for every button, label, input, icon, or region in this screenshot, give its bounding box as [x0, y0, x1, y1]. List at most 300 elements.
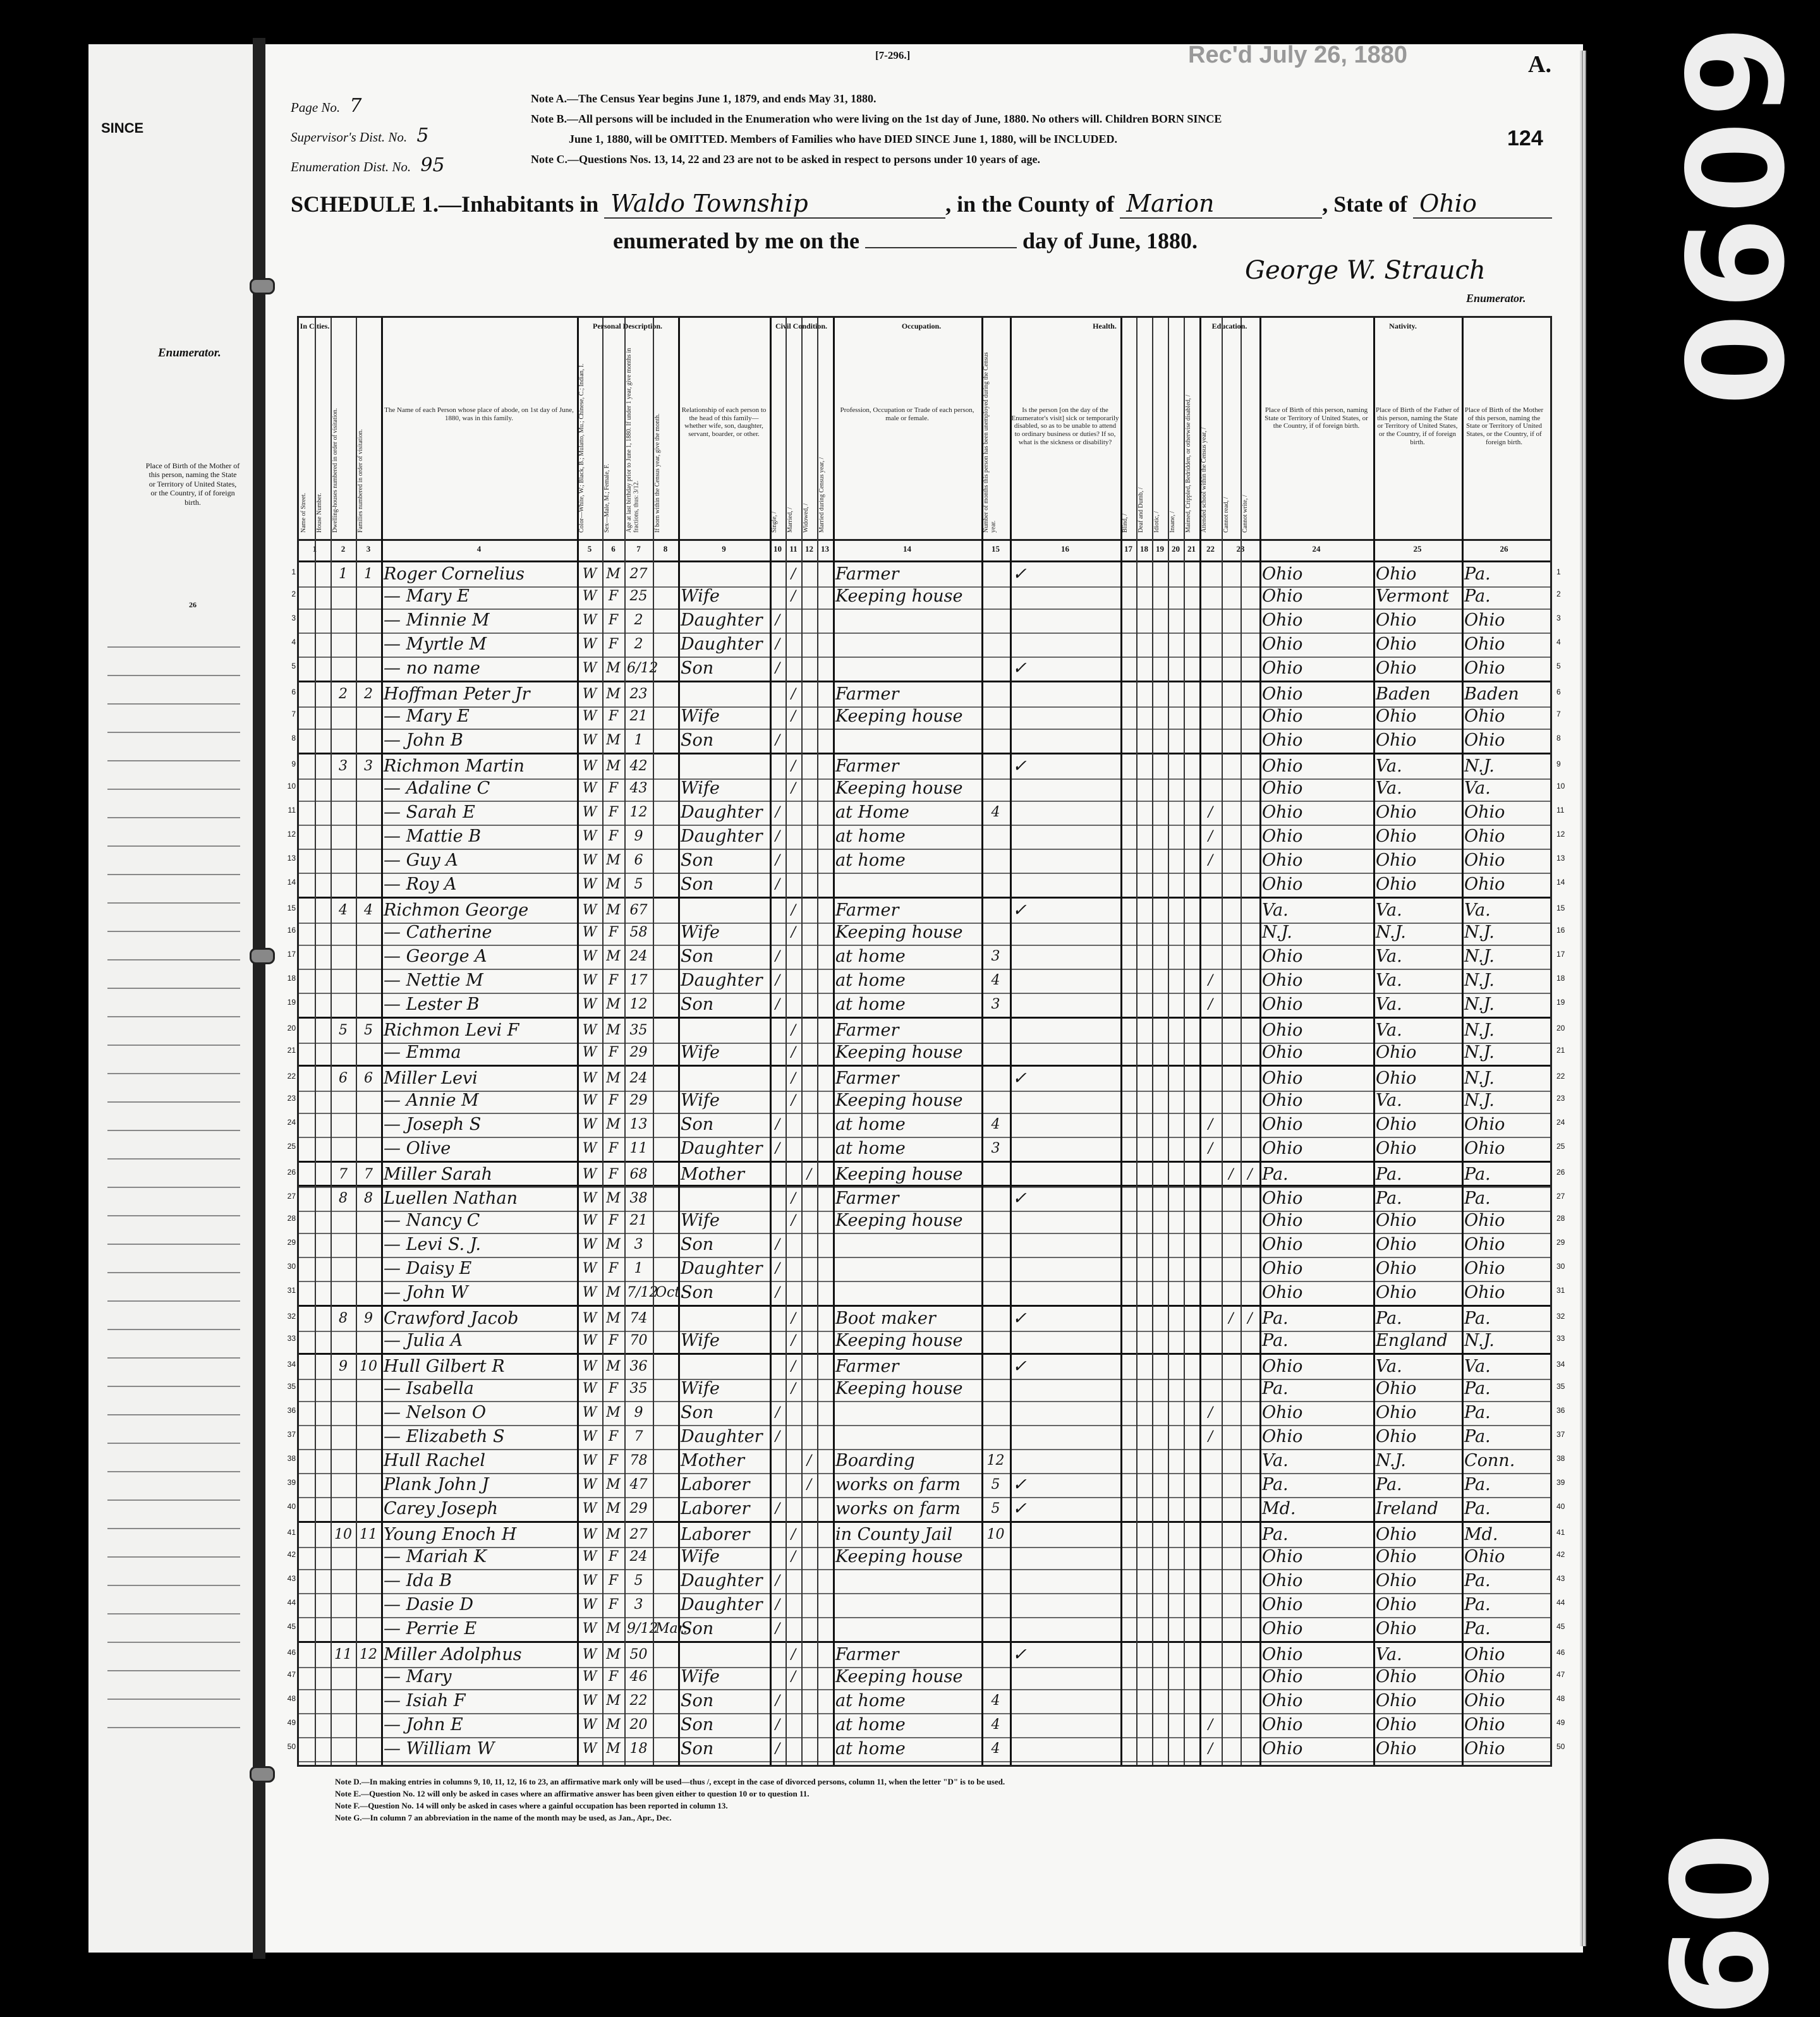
cell-sg: /: [775, 1741, 780, 1757]
cell-bp: Ohio: [1262, 1283, 1303, 1302]
cell-age: 68: [629, 1166, 648, 1182]
page-number-stamp: 124: [1507, 126, 1543, 150]
cell-bp: Ohio: [1262, 1189, 1303, 1208]
line-number: 28: [287, 1214, 296, 1223]
cell-bmo: N.J.: [1464, 995, 1495, 1014]
cell-sex: F: [608, 1597, 619, 1613]
cell-sex: M: [606, 1070, 621, 1086]
line-number-right: 12: [1556, 830, 1565, 839]
cell-rel: Daughter: [681, 610, 763, 630]
cell-sg: /: [775, 732, 780, 748]
column-rule: [653, 318, 654, 1765]
cell-mr: /: [791, 588, 796, 604]
column-number: 5: [587, 544, 592, 554]
reel-number: 6090: [1654, 25, 1809, 410]
cell-age: 2: [634, 612, 643, 628]
cell-rd: /: [1228, 1166, 1234, 1182]
cell-bp: Ohio: [1262, 1691, 1303, 1711]
group-header-nativity: Nativity.: [1389, 322, 1417, 330]
column-rule: [981, 318, 983, 1765]
col-head-unemployed: Number of months this person has been unemployed during the Census year.: [983, 352, 997, 533]
cell-color: W: [582, 804, 597, 820]
cell-bp: Ohio: [1262, 1139, 1303, 1158]
cell-un: 4: [991, 1693, 1000, 1709]
group-header-civil: Civil Condition.: [775, 322, 828, 330]
cell-rel: Mother: [681, 1165, 745, 1184]
cell-sg: /: [775, 1597, 780, 1613]
cell-bp: Ohio: [1262, 1021, 1303, 1040]
cell-name: — Adaline C: [384, 778, 490, 798]
cell-rel: Son: [681, 947, 714, 966]
column-rule: [833, 318, 835, 1765]
line-number: 31: [287, 1286, 296, 1295]
table-row: [287, 1041, 1565, 1066]
cell-bmo: Ohio: [1464, 1691, 1505, 1711]
cell-rel: Wife: [681, 1547, 720, 1566]
cell-bp: Ohio: [1262, 995, 1303, 1014]
line-number-right: 23: [1556, 1094, 1565, 1103]
line-number: 5: [291, 662, 296, 670]
enumerated-line: [613, 227, 1198, 254]
cell-bp: Ohio: [1262, 778, 1303, 798]
cell-name: — Perrie E: [384, 1619, 477, 1638]
cell-name: — Isabella: [384, 1379, 474, 1398]
cell-age: 5: [634, 1573, 643, 1589]
cell-name: Carey Joseph: [384, 1499, 499, 1518]
column-rule: [312, 318, 317, 1765]
table-row: [287, 1233, 1565, 1258]
cell-occ: at Home: [835, 803, 909, 822]
column-number: 6: [611, 544, 616, 554]
cell-bf: Ohio: [1376, 634, 1417, 654]
column-rule: [770, 318, 772, 1765]
cell-bf: Ireland: [1376, 1499, 1438, 1518]
col-head-dwelling: Dwelling-houses numbered in order of visitation.: [332, 408, 339, 533]
film-margin: [1586, 0, 1820, 2017]
cell-sex: M: [606, 902, 621, 918]
cell-dw: 2: [339, 686, 348, 702]
cell-age: 78: [629, 1453, 648, 1469]
received-stamp: Rec'd July 26, 1880: [1188, 42, 1408, 68]
cell-occ: at home: [835, 827, 906, 846]
line-number: 25: [287, 1142, 296, 1151]
cell-name: — John E: [384, 1715, 463, 1735]
cell-sex: F: [608, 972, 619, 988]
col-head-street: Name of Street.: [300, 492, 307, 533]
line-number-right: 8: [1556, 734, 1561, 742]
cell-bf: Ohio: [1376, 1619, 1417, 1638]
cell-occ: Keeping house: [835, 1331, 963, 1350]
line-number-right: 46: [1556, 1648, 1565, 1657]
cell-age: 12: [629, 804, 648, 820]
column-number: 3: [366, 544, 371, 554]
cell-fam: 10: [360, 1359, 377, 1374]
cell-sg: /: [775, 996, 780, 1012]
column-rule: [1152, 318, 1153, 1765]
cell-sex: F: [608, 924, 619, 940]
cell-dw: 8: [339, 1190, 348, 1206]
table-row: [291, 753, 1561, 780]
col-head-read: Cannot read, /: [1223, 497, 1230, 533]
cell-mr: /: [791, 1359, 796, 1374]
line-number-right: 47: [1556, 1670, 1565, 1679]
cell-rel: Laborer: [681, 1499, 750, 1518]
cell-sch: /: [1208, 828, 1213, 844]
cell-age: 24: [629, 1549, 648, 1565]
table-row: [287, 1713, 1565, 1738]
cell-color: W: [582, 1261, 597, 1276]
cell-sg: /: [775, 1717, 780, 1733]
cell-un: 4: [991, 1741, 1000, 1757]
cell-sex: M: [606, 1190, 621, 1206]
cell-bmo: N.J.: [1464, 1069, 1495, 1088]
line-number: 50: [287, 1742, 296, 1751]
cell-sex: F: [608, 636, 619, 652]
footer-notes: [335, 1776, 1005, 1824]
column-number: 12: [805, 544, 813, 554]
cell-bf: Ohio: [1376, 1043, 1417, 1062]
cell-occ: at home: [835, 851, 906, 870]
line-number: 11: [288, 806, 296, 815]
table-row: [287, 969, 1565, 994]
cell-sk: ✓: [1012, 564, 1027, 584]
table-row: [287, 1473, 1565, 1498]
cell-wr: /: [1247, 1311, 1253, 1326]
cell-occ: Farmer: [835, 564, 899, 584]
cell-occ: works on farm: [835, 1475, 961, 1494]
table-row: [291, 705, 1561, 730]
cell-age: 35: [629, 1022, 648, 1038]
cell-sex: M: [606, 1117, 621, 1132]
page-no-value: 7: [349, 95, 362, 117]
enumeration-dist: [291, 154, 445, 176]
cell-un: 10: [986, 1527, 1005, 1542]
line-number-right: 19: [1556, 998, 1565, 1007]
cell-color: W: [582, 1117, 597, 1132]
cell-bmo: N.J.: [1464, 1091, 1495, 1110]
column-number: 8: [663, 544, 668, 554]
cell-dw: 7: [339, 1166, 348, 1182]
cell-name: Luellen Nathan: [384, 1189, 518, 1208]
line-number: 7: [291, 710, 296, 718]
cell-bp: Ohio: [1262, 1667, 1303, 1687]
cell-sex: M: [606, 566, 621, 582]
cell-bm: Mar.: [655, 1621, 688, 1637]
cell-sex: M: [606, 876, 621, 892]
cell-rel: Daughter: [681, 634, 763, 654]
cell-rel: Wife: [681, 1379, 720, 1398]
cell-sk: ✓: [1012, 1357, 1027, 1376]
cell-bp: Ohio: [1262, 1043, 1303, 1062]
cell-bmo: Ohio: [1464, 875, 1505, 894]
cell-bmo: Pa.: [1464, 1309, 1491, 1328]
cell-color: W: [582, 1693, 597, 1709]
schedule-label: SCHEDULE 1.—Inhabitants in: [291, 191, 599, 217]
table-row: [291, 657, 1561, 682]
column-rule: [1136, 318, 1138, 1765]
cell-occ: at home: [835, 995, 906, 1014]
col-head-family: Families numbered in order of visitation.: [357, 429, 364, 533]
line-number: 40: [287, 1502, 296, 1511]
cell-age: 1: [634, 1261, 643, 1276]
cell-sex: F: [608, 1166, 619, 1182]
note-a: Note A.—The Census Year begins June 1, 1879, and ends May 31, 1880.: [531, 92, 877, 105]
cell-bf: Ohio: [1376, 1379, 1417, 1398]
cell-bf: Ohio: [1376, 1547, 1417, 1566]
cell-bf: Va.: [1376, 1021, 1402, 1040]
cell-rel: Son: [681, 995, 714, 1014]
note-c: Note C.—Questions Nos. 13, 14, 22 and 23 are not to be asked in respect to persons under 10 years of age.: [531, 153, 1041, 166]
cell-dw: 1: [339, 566, 348, 582]
line-number-right: 32: [1556, 1312, 1565, 1321]
cell-mr: /: [791, 1549, 796, 1565]
col-head-maimed: Maimed, Crippled, Bedridden, or otherwise disabled, /: [1185, 394, 1192, 533]
cell-bf: Pa.: [1376, 1189, 1402, 1208]
table-row: [287, 1281, 1565, 1306]
cell-bp: Ohio: [1262, 1739, 1303, 1759]
cell-name: — Myrtle M: [384, 634, 487, 654]
day-blank: [865, 247, 1017, 248]
cell-bf: Vermont: [1376, 586, 1450, 606]
line-number: 10: [287, 782, 296, 790]
cell-sk: ✓: [1012, 658, 1027, 678]
line-number: 32: [287, 1312, 296, 1321]
cell-name: — Ida B: [384, 1571, 452, 1590]
cell-mr: /: [791, 1381, 796, 1396]
left-col-num: 26: [189, 600, 197, 609]
table-row: [287, 1449, 1565, 1474]
line-number-right: 45: [1556, 1622, 1565, 1631]
cell-bmo: Ohio: [1464, 730, 1505, 750]
cell-un: 3: [991, 1141, 1000, 1156]
cell-bmo: Ohio: [1464, 1235, 1505, 1254]
cell-bp: Ohio: [1262, 1571, 1303, 1590]
cell-color: W: [582, 588, 597, 604]
table-row: [287, 1137, 1565, 1162]
line-number-right: 44: [1556, 1598, 1565, 1607]
cell-color: W: [582, 1477, 597, 1493]
column-rule: [1184, 318, 1185, 1765]
cell-color: W: [582, 1070, 597, 1086]
cell-bp: Ohio: [1262, 586, 1303, 606]
line-number: 36: [287, 1406, 296, 1415]
line-number: 27: [287, 1192, 296, 1201]
col-head-age: Age at last birthday prior to June 1, 1880. If under 1 year, give months in fractions, thus: 3/12.: [626, 348, 640, 533]
cell-bf: Pa.: [1376, 1475, 1402, 1494]
cell-color: W: [582, 1429, 597, 1445]
cell-wr: /: [1247, 1166, 1253, 1182]
cell-occ: Farmer: [835, 1189, 899, 1208]
cell-bmo: Ohio: [1464, 1739, 1505, 1759]
group-header-in-cities: In Cities.: [300, 322, 330, 330]
cell-name: Miller Sarah: [384, 1165, 493, 1184]
column-rule: [817, 318, 818, 1765]
cell-bp: Ohio: [1262, 1235, 1303, 1254]
cell-rel: Son: [681, 1739, 714, 1759]
table-row: [287, 1089, 1565, 1114]
cell-sg: /: [775, 1693, 780, 1709]
cell-age: 29: [629, 1501, 648, 1517]
form-reference: [7-296.]: [875, 49, 911, 61]
cell-bmo: Ohio: [1464, 851, 1505, 870]
cell-occ: Farmer: [835, 1069, 899, 1088]
cell-rel: Wife: [681, 1211, 720, 1230]
cell-bmo: Pa.: [1464, 1475, 1491, 1494]
column-rule: [1199, 318, 1201, 1765]
cell-sg: /: [775, 636, 780, 652]
cell-bf: Va.: [1376, 778, 1402, 798]
cell-color: W: [582, 1166, 597, 1182]
cell-color: W: [582, 924, 597, 940]
table-row: [287, 849, 1565, 874]
cell-bf: Ohio: [1376, 851, 1417, 870]
cell-age: 25: [629, 588, 648, 604]
cell-sex: M: [606, 1527, 621, 1542]
cell-sex: F: [608, 1045, 619, 1060]
cell-sex: M: [606, 1285, 621, 1300]
cell-occ: Keeping house: [835, 923, 963, 942]
column-rule: [1462, 318, 1464, 1765]
cell-name: — Roy A: [384, 875, 457, 894]
cell-fam: 3: [364, 758, 373, 774]
cell-age: 9: [634, 1405, 643, 1420]
column-rule: [624, 318, 626, 1765]
cell-bp: Pa.: [1262, 1331, 1289, 1350]
cell-mr: /: [791, 566, 796, 582]
cell-color: W: [582, 566, 597, 582]
cell-sex: M: [606, 660, 621, 676]
line-number: 9: [291, 760, 296, 768]
cell-sg: /: [775, 1285, 780, 1300]
line-number-right: 37: [1556, 1430, 1565, 1439]
table-row: [287, 1665, 1565, 1690]
cell-bmo: Pa.: [1464, 1165, 1491, 1184]
cell-color: W: [582, 1237, 597, 1252]
cell-bf: England: [1376, 1331, 1448, 1350]
cell-rel: Son: [681, 730, 714, 750]
cell-occ: Keeping house: [835, 1211, 963, 1230]
cell-bf: Ohio: [1376, 1739, 1417, 1759]
cell-bm: Oct.: [655, 1285, 685, 1300]
cell-color: W: [582, 1022, 597, 1038]
line-number-right: 29: [1556, 1238, 1565, 1247]
cell-color: W: [582, 948, 597, 964]
line-number-right: 30: [1556, 1262, 1565, 1271]
column-number: 19: [1156, 544, 1164, 554]
line-number: 48: [287, 1694, 296, 1703]
group-header-health: Health.: [1093, 322, 1117, 330]
cell-name: — no name: [384, 658, 480, 678]
line-number-right: 15: [1556, 904, 1565, 912]
cell-bf: Ohio: [1376, 1283, 1417, 1302]
line-number-right: 11: [1556, 806, 1565, 815]
cell-sex: F: [608, 612, 619, 628]
cell-bp: Ohio: [1262, 1115, 1303, 1134]
cell-sex: M: [606, 948, 621, 964]
cell-name: — Nancy C: [384, 1211, 480, 1230]
cell-age: 27: [629, 566, 648, 582]
cell-bmo: Pa.: [1464, 1595, 1491, 1614]
table-row: [287, 1689, 1565, 1714]
column-number: 25: [1413, 544, 1422, 554]
cell-bf: Va.: [1376, 971, 1402, 990]
cell-color: W: [582, 612, 597, 628]
line-number-right: 40: [1556, 1502, 1565, 1511]
cell-name: — Mattie B: [384, 827, 482, 846]
line-number-right: 27: [1556, 1192, 1565, 1201]
cell-mr: /: [791, 1213, 796, 1228]
binder-ring: [250, 1766, 275, 1783]
line-number: 41: [287, 1528, 296, 1537]
cell-fam: 8: [364, 1190, 373, 1206]
cell-occ: at home: [835, 947, 906, 966]
cell-sex: M: [606, 1359, 621, 1374]
cell-color: W: [582, 902, 597, 918]
cell-bp: Ohio: [1262, 1069, 1303, 1088]
group-header-personal: Personal Description.: [593, 322, 662, 330]
line-number: 42: [287, 1550, 296, 1559]
cell-sch: /: [1208, 1117, 1213, 1132]
cell-age: 42: [629, 758, 648, 774]
cell-sch: /: [1208, 1141, 1213, 1156]
schedule-title: [291, 190, 1552, 219]
cell-color: W: [582, 876, 597, 892]
column-number: 21: [1187, 544, 1196, 554]
township-value: Waldo Township: [604, 190, 945, 219]
cell-age: 35: [629, 1381, 648, 1396]
state-label: , State of: [1322, 191, 1408, 217]
cell-bf: Pa.: [1376, 1309, 1402, 1328]
cell-sex: M: [606, 1693, 621, 1709]
cell-fam: 6: [364, 1070, 373, 1086]
cell-bmo: Pa.: [1464, 1499, 1491, 1518]
cell-age: 50: [629, 1647, 648, 1663]
cell-sch: /: [1208, 804, 1213, 820]
column-number: 13: [821, 544, 829, 554]
column-number: 16: [1061, 544, 1069, 554]
cell-color: W: [582, 758, 597, 774]
line-number-right: 2: [1556, 590, 1561, 598]
cell-sg: /: [775, 1501, 780, 1517]
cell-name: — Catherine: [384, 923, 492, 942]
column-rule: [678, 318, 680, 1765]
line-number-right: 28: [1556, 1214, 1565, 1223]
cell-color: W: [582, 1333, 597, 1348]
cell-rel: Daughter: [681, 803, 763, 822]
table-row: [287, 1569, 1565, 1594]
col-head-write: Cannot write, /: [1242, 495, 1249, 533]
line-number: 6: [291, 687, 296, 696]
cell-age: 24: [629, 948, 648, 964]
cell-age: 43: [629, 780, 648, 796]
line-number: 49: [287, 1718, 296, 1727]
cell-bmo: Ohio: [1464, 706, 1505, 726]
table-row: [287, 993, 1565, 1018]
cell-rel: Daughter: [681, 1571, 763, 1590]
cell-name: Hull Gilbert R: [384, 1357, 505, 1376]
cell-bf: N.J.: [1376, 923, 1406, 942]
column-rule: [1010, 318, 1012, 1765]
table-row: [291, 560, 1561, 588]
table-row: [287, 825, 1565, 850]
table-row: [287, 777, 1565, 802]
table-row: [287, 897, 1565, 924]
cell-fam: 2: [364, 686, 373, 702]
cell-rel: Son: [681, 875, 714, 894]
cell-rel: Daughter: [681, 971, 763, 990]
column-number: 4: [476, 544, 482, 554]
cell-rel: Son: [681, 1691, 714, 1711]
